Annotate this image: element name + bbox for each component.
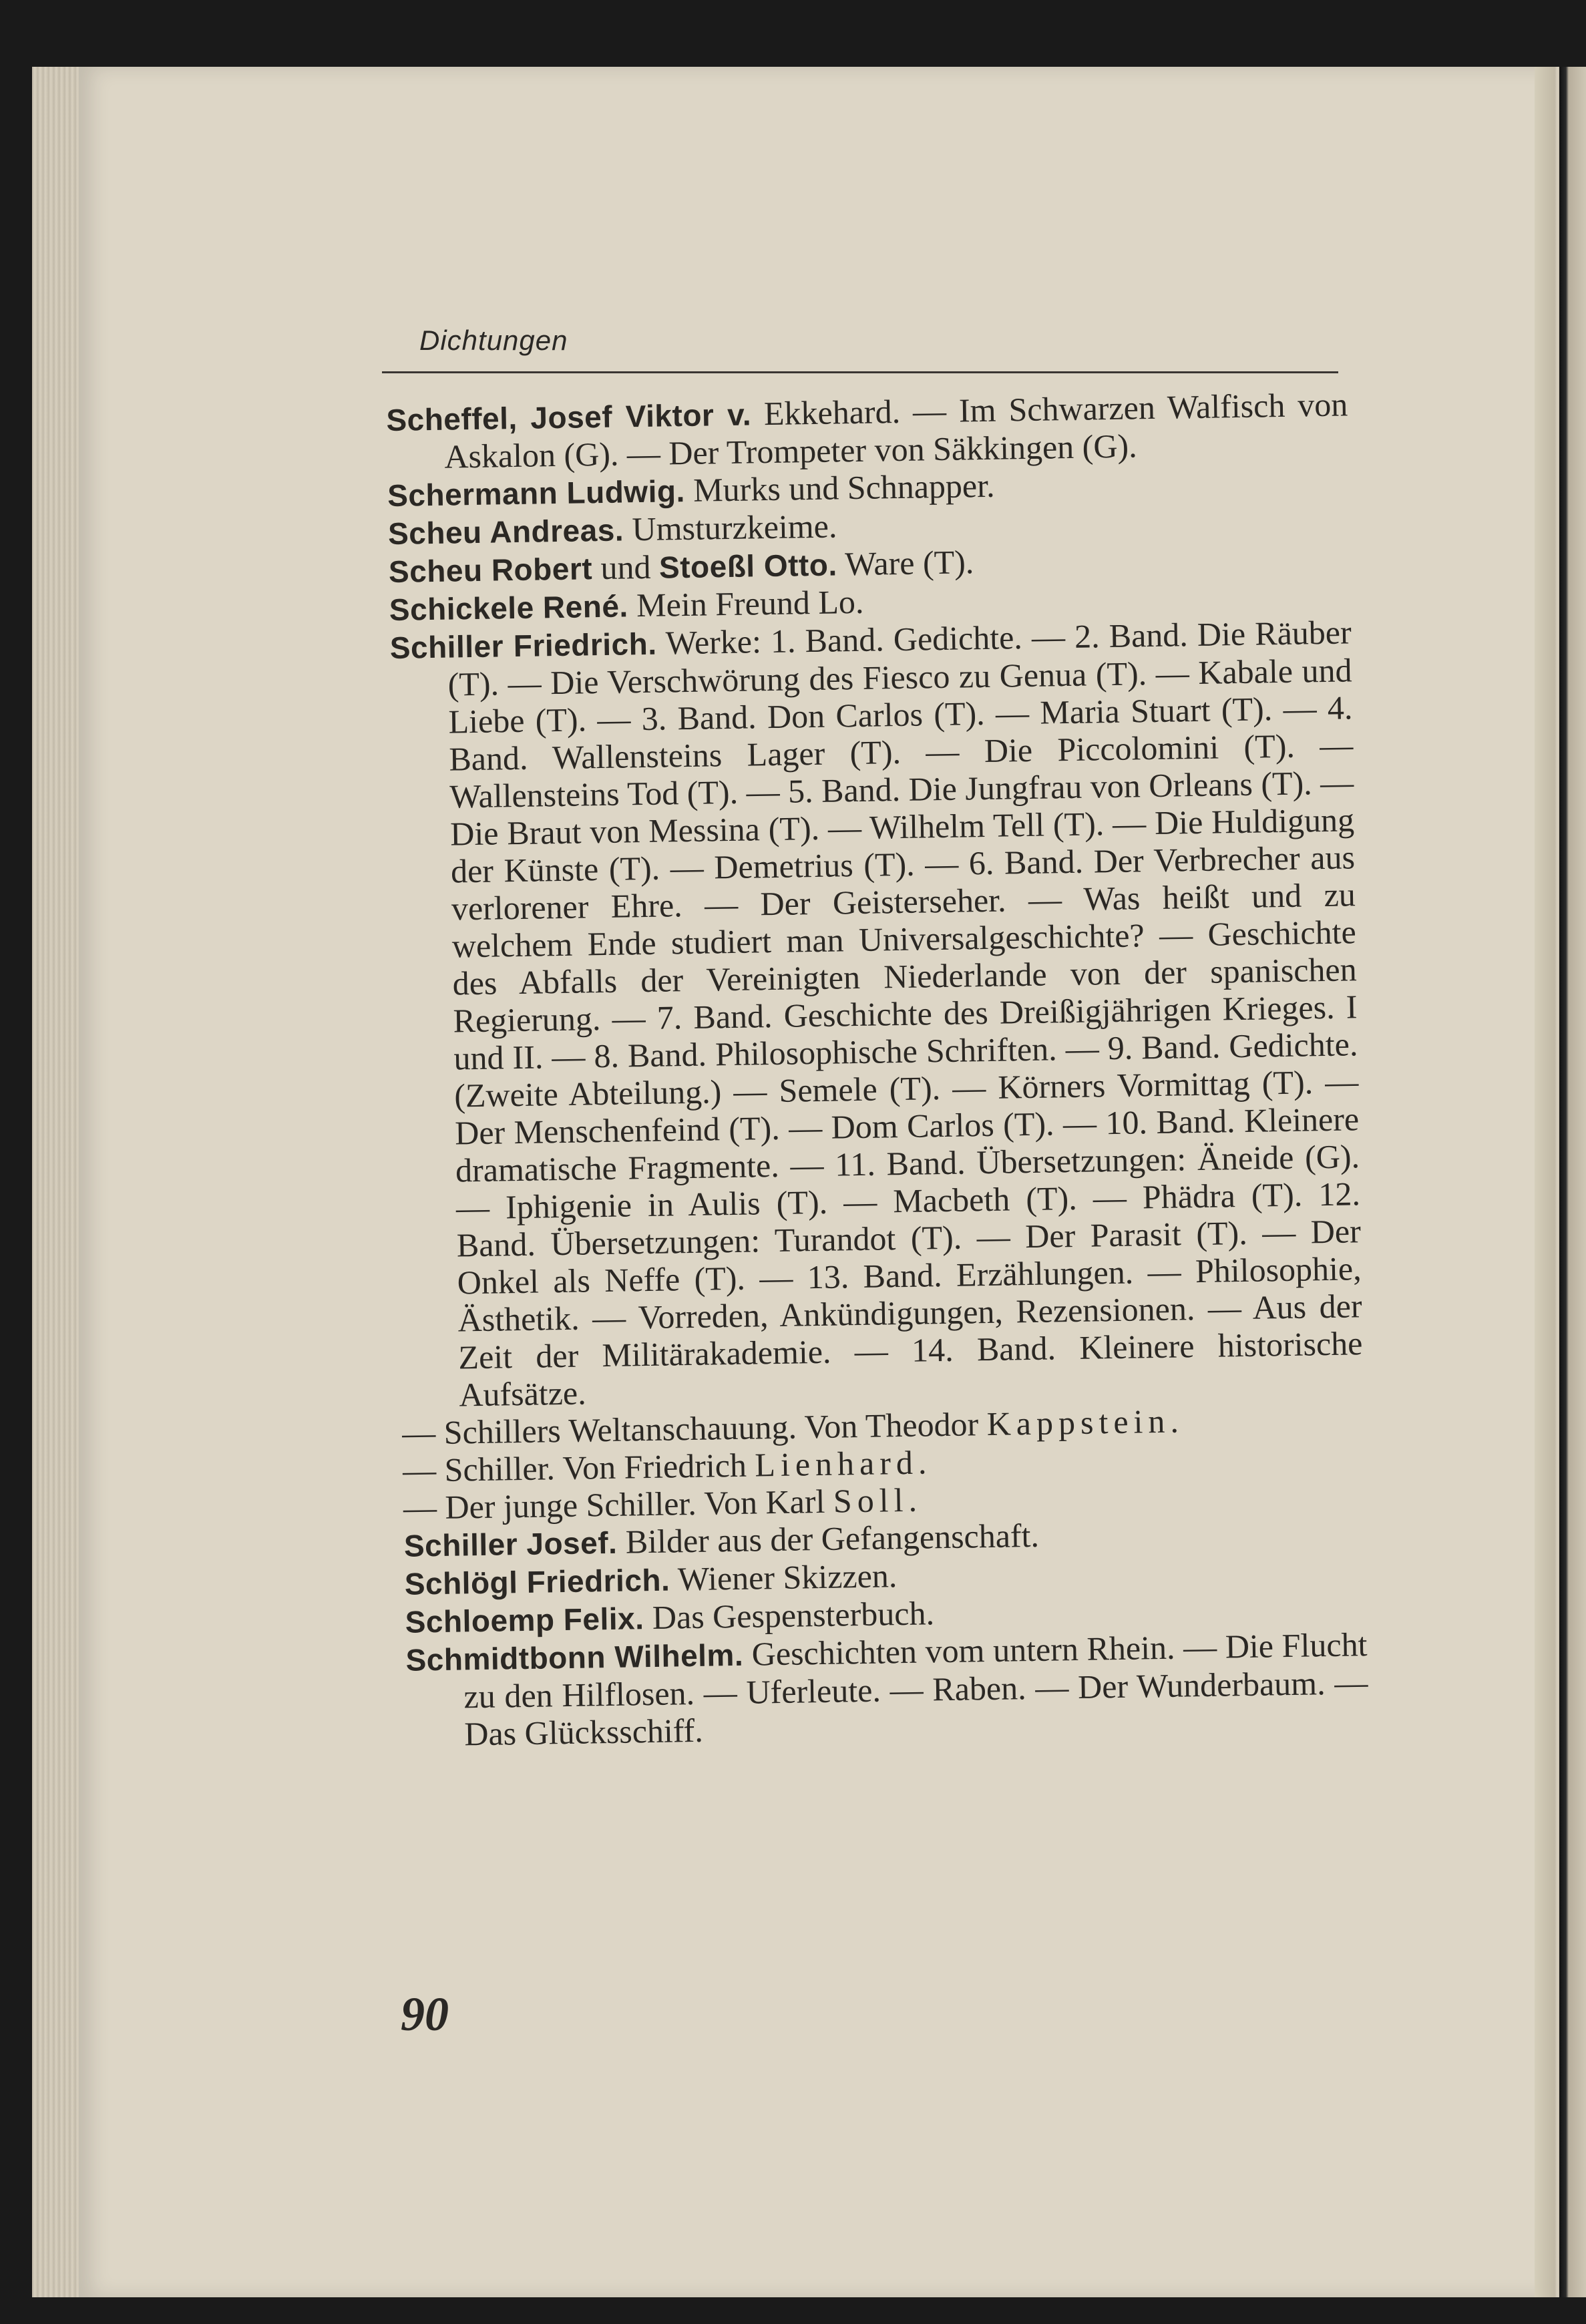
sub-entry-spaced-name: Kappstein — [986, 1402, 1171, 1443]
entry-works: Wiener Skizzen. — [677, 1557, 898, 1598]
sub-entry-spaced-name: Soll — [833, 1481, 909, 1520]
page-number: 90 — [401, 1987, 449, 2041]
header-rule — [382, 371, 1338, 373]
sub-entry-dash: — — [401, 1414, 436, 1452]
entry-works: Das Gespensterbuch. — [652, 1594, 935, 1636]
entry-author: Schermann Ludwig. — [387, 473, 686, 513]
entry-connector: und — [600, 548, 651, 586]
sub-entry-end: . — [1169, 1402, 1179, 1440]
entry-works: Umsturzkeime. — [632, 507, 837, 548]
sub-entry-dash: — — [403, 1489, 437, 1527]
sub-entry-text: Schillers Weltanschauung. Von Theodor — [443, 1405, 979, 1451]
entry-author: Scheu Andreas. — [387, 512, 624, 551]
list-item — [386, 385, 1349, 476]
entry-works: Mein Freund Lo. — [636, 582, 864, 624]
sub-entry-dash: — — [402, 1451, 437, 1489]
list-item — [405, 1625, 1368, 1754]
running-title: Dichtungen — [419, 325, 568, 356]
facing-page-edge — [1559, 67, 1586, 2297]
entry-works: Geschichten vom untern Rhein. — Die Flucht zu den Hilflosen. — Uferleute. — Raben. — Der Wunderbaum. — Das Glücksschiff. — [463, 1625, 1368, 1753]
entry-works: Ekkehard. — Im Schwarzen Walfisch von Askalon (G). — Der Trompeter von Säkkingen (G). — [443, 385, 1348, 475]
entry-author: Scheu Robert — [388, 551, 593, 589]
bibliography-list — [386, 385, 1369, 1753]
entry-author: Schiller Josef. — [403, 1525, 618, 1563]
sub-entry-text: Schiller. Von Friedrich — [444, 1446, 747, 1489]
entry-author: Schiller Friedrich. — [389, 626, 657, 665]
entry-author: Schickele René. — [389, 588, 629, 627]
entry-works: Murks und Schnapper. — [692, 466, 995, 509]
sub-entry-end: . — [908, 1481, 918, 1519]
entry-works: Bilder aus der Gefangenschaft. — [625, 1516, 1040, 1561]
page-fold — [1535, 67, 1555, 2297]
entry-author: Scheffel, Josef Viktor v. — [386, 397, 752, 437]
entry-author: Schlögl Friedrich. — [404, 1562, 670, 1601]
entry-works: Werke: 1. Band. Gedichte. — 2. Band. Die Räuber (T). — Die Verschwörung des Fiesco zu Genua (T). — Kabale und Liebe (T). — 3. Band. Don Carlos (T). — Maria Stuart (T). — 4. Band. Wallensteins Lager (T). — Die Piccolomini (T). — Wallensteins Tod (T). — 5. Band. Die Jungfrau von Orleans (T). — Die Braut von Messina (T). — Wilhelm Tell (T). — Die Huldigung der Künste (T). — Demetrius (T). — 6. Band. Der Verbrecher aus verlorener Ehre. — Der Geisterseher. — Was heißt und zu welchem Ende studiert man Universalgeschichte? — Geschichte des Abfalls der Vereinigten Niederlande von der spanischen Regierung. — 7. Band. Geschichte des Dreißigjährigen Krieges. I und II. — 8. Band. Philosophische Schriften. — 9. Band. Gedichte. (Zweite Abteilung.) — Semele (T). — Körners Vormittag (T). — Der Menschenfeind (T). — Dom Carlos (T). — 10. Band. Kleinere dramatische Fragmente. — 11. Band. Übersetzungen: Äneide (G). — Iphigenie in Aulis (T). — Macbeth (T). — Phädra (T). 12. Band. Übersetzungen: Turandot (T). — Der Parasit (T). — Der Onkel als Neffe (T). — 13. Band. Erzählungen. — Philosophie, Ästhetik. — Vorreden, Ankündigungen, Rezensionen. — Aus der Zeit der Militärakademie. — 14. Band. Kleinere historische Aufsätze. — [447, 613, 1363, 1414]
sub-entry-spaced-name: Lienhard — [754, 1443, 919, 1484]
entry-author: Schmidtbonn Wilhelm. — [405, 1637, 744, 1678]
list-item — [389, 613, 1363, 1414]
entry-author-second: Stoeßl Otto. — [658, 547, 838, 585]
entry-author: Schloemp Felix. — [405, 1601, 644, 1639]
sub-entry-end: . — [918, 1443, 927, 1481]
sub-entry-text: Der junge Schiller. Von Karl — [445, 1482, 825, 1526]
entry-works: Ware (T). — [844, 543, 974, 583]
